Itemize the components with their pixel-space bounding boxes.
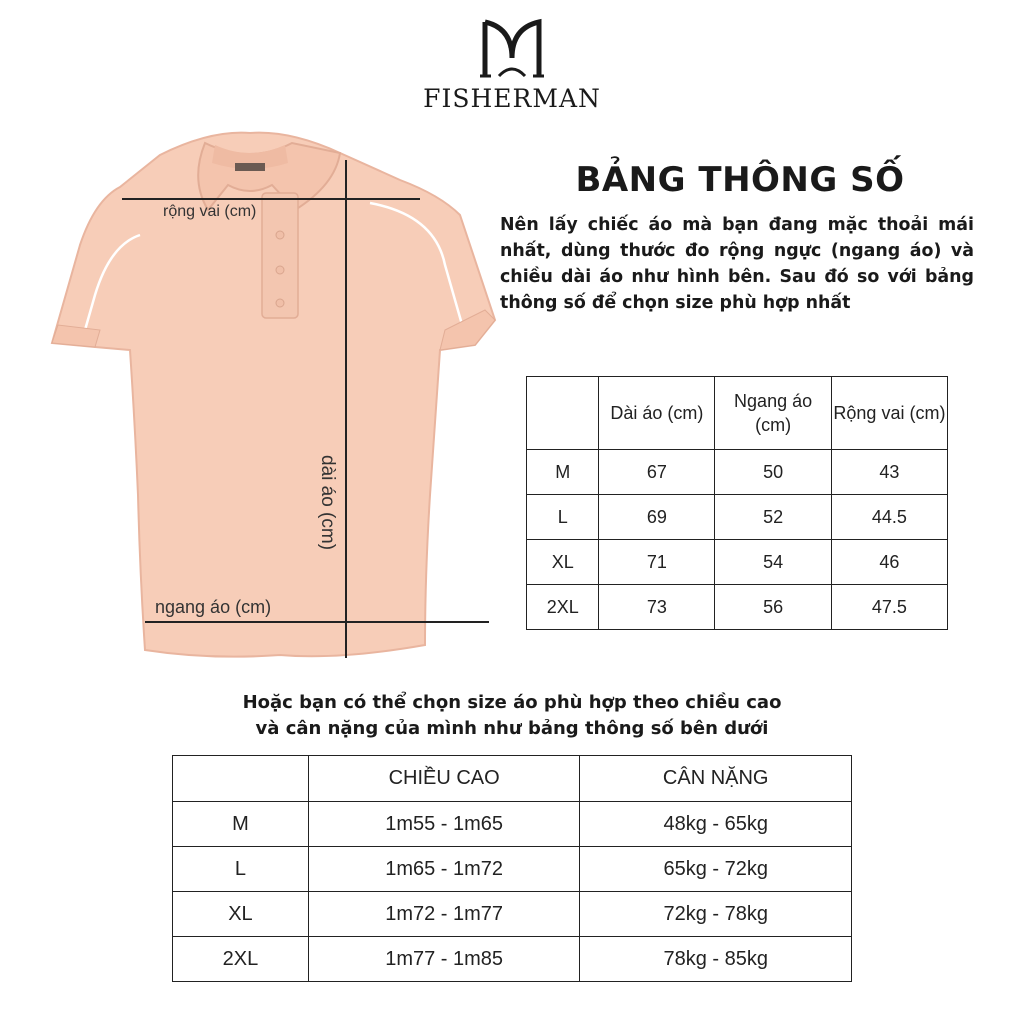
table-cell: 46 bbox=[831, 540, 947, 585]
length-line bbox=[345, 160, 347, 658]
shoulder-label: rộng vai (cm) bbox=[163, 203, 257, 220]
table-cell: 56 bbox=[715, 585, 832, 630]
table-cell: 72kg - 78kg bbox=[580, 892, 852, 937]
table-cell: 48kg - 65kg bbox=[580, 802, 852, 847]
length-label: dài áo (cm) bbox=[317, 455, 338, 551]
table-cell: 54 bbox=[715, 540, 832, 585]
table-header-row bbox=[173, 756, 852, 802]
table-cell: 67 bbox=[599, 450, 715, 495]
polo-shirt-image bbox=[40, 125, 510, 665]
size-cell: L bbox=[527, 495, 599, 540]
table-row bbox=[173, 892, 852, 937]
table-cell: 1m77 - 1m85 bbox=[308, 937, 580, 982]
size-cell: M bbox=[527, 450, 599, 495]
body-size-intro-line2: và cân nặng của mình như bảng thông số bên dưới bbox=[255, 718, 769, 739]
table-row bbox=[527, 585, 948, 630]
table-row bbox=[527, 540, 948, 585]
body-size-intro-line1: Hoặc bạn có thể chọn size áo phù hợp theo chiều cao bbox=[242, 692, 782, 713]
table-row bbox=[527, 495, 948, 540]
table-cell: 50 bbox=[715, 450, 832, 495]
size-cell: 2XL bbox=[527, 585, 599, 630]
table-row bbox=[527, 450, 948, 495]
header-cell: Rộng vai (cm) bbox=[831, 377, 947, 450]
body-size-table bbox=[172, 755, 852, 982]
table-row bbox=[173, 847, 852, 892]
size-cell: XL bbox=[173, 892, 309, 937]
table-cell: 44.5 bbox=[831, 495, 947, 540]
table-cell: 47.5 bbox=[831, 585, 947, 630]
table-row bbox=[173, 937, 852, 982]
size-cell: XL bbox=[527, 540, 599, 585]
size-cell: M bbox=[173, 802, 309, 847]
header-cell bbox=[173, 756, 309, 802]
shoulder-line bbox=[122, 198, 420, 200]
table-cell: 71 bbox=[599, 540, 715, 585]
table-cell: 65kg - 72kg bbox=[580, 847, 852, 892]
table-header-row bbox=[527, 377, 948, 450]
header-cell: CÂN NẶNG bbox=[580, 756, 852, 802]
chest-line bbox=[145, 621, 489, 623]
page-title: BẢNG THÔNG SỐ bbox=[575, 160, 905, 200]
table-cell: 69 bbox=[599, 495, 715, 540]
brand-m-icon bbox=[477, 18, 547, 80]
body-size-intro bbox=[172, 690, 852, 742]
chest-label: ngang áo (cm) bbox=[155, 597, 272, 617]
header-cell: Dài áo (cm) bbox=[599, 377, 715, 450]
brand-logo bbox=[414, 18, 610, 118]
garment-size-table bbox=[526, 376, 948, 630]
table-cell: 52 bbox=[715, 495, 832, 540]
table-cell: 73 bbox=[599, 585, 715, 630]
table-cell: 1m72 - 1m77 bbox=[308, 892, 580, 937]
header-cell: CHIỀU CAO bbox=[308, 756, 580, 802]
table-cell: 1m65 - 1m72 bbox=[308, 847, 580, 892]
measuring-instructions: Nên lấy chiếc áo mà bạn đang mặc thoải mái nhất, dùng thước đo rộng ngực (ngang áo) và chiều dài áo như hình bên. Sau đó so với bảng thông số để chọn size phù hợp nhất bbox=[500, 215, 974, 313]
size-cell: L bbox=[173, 847, 309, 892]
table-cell: 78kg - 85kg bbox=[580, 937, 852, 982]
brand-name: FISHERMAN bbox=[423, 84, 601, 113]
size-cell: 2XL bbox=[173, 937, 309, 982]
header-cell: Ngang áo (cm) bbox=[715, 377, 832, 450]
header-cell bbox=[527, 377, 599, 450]
table-cell: 43 bbox=[831, 450, 947, 495]
table-cell: 1m55 - 1m65 bbox=[308, 802, 580, 847]
table-row bbox=[173, 802, 852, 847]
